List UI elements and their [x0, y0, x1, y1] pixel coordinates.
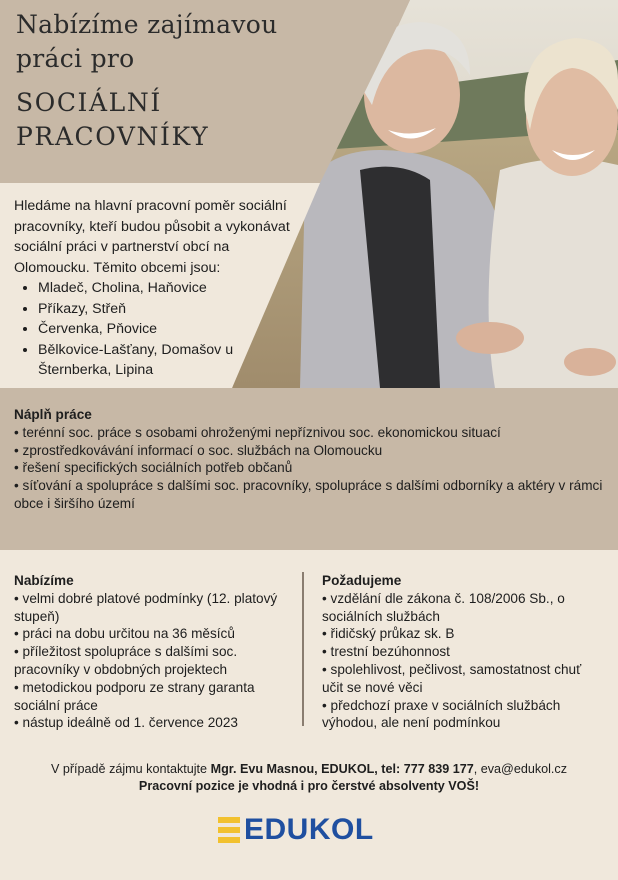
list-item: • řidičský průkaz sk. B: [322, 625, 602, 643]
edukol-logo: [218, 814, 374, 846]
intro-text: Hledáme na hlavní pracovní poměr sociální pracovníky, kteří budou působit a vykonávat sociální práci v partnerství obcí na Olomoucku. Těmito obcemi jsou:: [14, 198, 290, 276]
headline: [16, 8, 316, 154]
obce-list: [14, 278, 290, 381]
list-item: • síťování a spolupráce s dalšími soc. pracovníky, spolupráce s dalšími odborníky a aktéry v rámci obce i širšího území: [14, 477, 604, 513]
contact-email: , eva@edukol.cz: [473, 762, 568, 776]
column-divider: [302, 572, 304, 726]
list-item: • předchozí praxe v sociálních službách výhodou, ale není podmínkou: [322, 697, 602, 733]
pozadujeme-title: Požadujeme: [322, 573, 402, 588]
list-item: • vzdělání dle zákona č. 108/2006 Sb., o sociálních službách: [322, 590, 602, 626]
pozadujeme-section: [322, 572, 602, 732]
list-item: • trestní bezúhonnost: [322, 643, 602, 661]
list-item: • Červenka, Pňovice: [38, 319, 290, 340]
list-item: • terénní soc. práce s osobami ohroženými nepříznivou soc. ekonomickou situací: [14, 424, 604, 442]
list-item: • nástup ideálně od 1. července 2023: [14, 714, 282, 732]
headline-line-3: SOCIÁLNÍ: [16, 88, 162, 117]
list-item: • Mladeč, Cholina, Haňovice: [38, 278, 290, 299]
contact-person: Mgr. Evu Masnou, EDUKOL, tel: 777 839 177: [210, 762, 474, 776]
list-item: • Bělkovice-Lašťany, Domašov u Šternberka, Lipina: [38, 340, 290, 381]
list-item: • metodickou podporu ze strany garanta sociální práce: [14, 679, 282, 715]
headline-line-4: PRACOVNÍKY: [16, 122, 210, 151]
contact-prefix: V případě zájmu kontaktujte: [50, 762, 211, 776]
intro-section: [14, 196, 290, 381]
contact-section: [0, 761, 618, 795]
napln-prace-section: [14, 406, 604, 513]
headline-line-2: práci pro: [16, 44, 135, 73]
list-item: • práci na dobu určitou na 36 měsíců: [14, 625, 282, 643]
contact-line: [0, 761, 618, 778]
list-item: • spolehlivost, pečlivost, samostatnost chuť učit se nové věci: [322, 661, 602, 697]
contact-note: [0, 778, 618, 795]
contact-note-text: Pracovní pozice je vhodná i pro čerstvé absolventy VOŠ!: [138, 779, 480, 793]
headline-line-1: Nabízíme zajímavou: [16, 10, 278, 39]
logo-bars-icon: [218, 817, 240, 843]
logo-text: EDUKOL: [244, 813, 374, 846]
nabizime-section: [14, 572, 282, 732]
list-item: • příležitost spolupráce s dalšími soc. pracovníky v obdobných projektech: [14, 643, 282, 679]
list-item: • zprostředkovávání informací o soc. službách na Olomoucku: [14, 442, 604, 460]
napln-title: Náplň práce: [14, 407, 92, 422]
list-item: • velmi dobré platové podmínky (12. platový stupeň): [14, 590, 282, 626]
nabizime-title: Nabízíme: [14, 573, 74, 588]
list-item: • Příkazy, Střeň: [38, 299, 290, 320]
list-item: • řešení specifických sociálních potřeb občanů: [14, 459, 604, 477]
